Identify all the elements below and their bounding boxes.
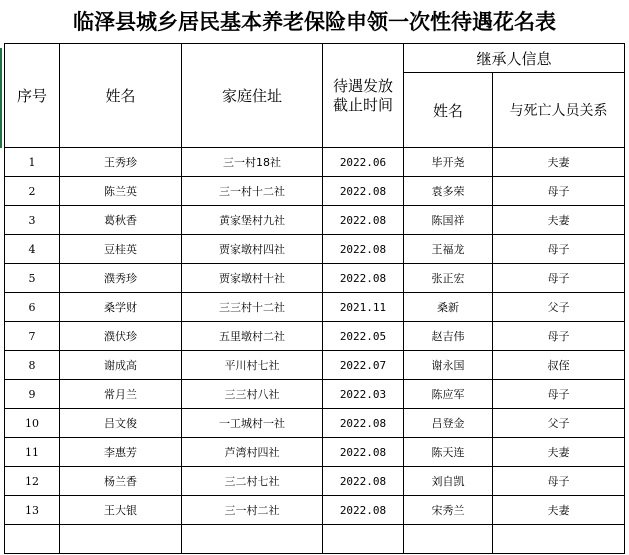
cell-seq[interactable]: 5 — [5, 264, 60, 293]
cell-name[interactable]: 陈兰英 — [60, 177, 182, 206]
cell-seq[interactable]: 13 — [5, 496, 60, 525]
table-row — [5, 467, 625, 496]
cell-name[interactable]: 王大银 — [60, 496, 182, 525]
header-deadline-line2: 截止时间 — [332, 95, 393, 114]
table-row — [5, 409, 625, 438]
cell-deadline[interactable]: 2022.08 — [323, 467, 404, 496]
empty-cell[interactable] — [404, 525, 493, 554]
cell-name[interactable]: 杨兰香 — [60, 467, 182, 496]
cell-name[interactable]: 常月兰 — [60, 380, 182, 409]
cell-deadline[interactable]: 2022.06 — [323, 148, 404, 177]
cell-seq[interactable]: 1 — [5, 148, 60, 177]
header-heir-name[interactable]: 姓名 — [404, 73, 493, 148]
cell-seq[interactable]: 7 — [5, 322, 60, 351]
cell-address[interactable]: 三三村八社 — [182, 380, 323, 409]
cell-name[interactable]: 吕文俊 — [60, 409, 182, 438]
cell-relation[interactable]: 母子 — [493, 235, 625, 264]
cell-address[interactable]: 平川村七社 — [182, 351, 323, 380]
recipient-table — [4, 43, 625, 554]
cell-name[interactable]: 葛秋香 — [60, 206, 182, 235]
table-row — [5, 264, 625, 293]
cell-name[interactable]: 谢成高 — [60, 351, 182, 380]
table-row — [5, 380, 625, 409]
cell-name[interactable]: 李惠芳 — [60, 438, 182, 467]
cell-heir-name[interactable]: 桑新 — [404, 293, 493, 322]
cell-name[interactable]: 濮伏珍 — [60, 322, 182, 351]
cell-relation[interactable]: 夫妻 — [493, 496, 625, 525]
cell-deadline[interactable]: 2022.05 — [323, 322, 404, 351]
page-title: 临泽县城乡居民基本养老保险申领一次性待遇花名表 — [73, 10, 556, 34]
cell-seq[interactable]: 12 — [5, 467, 60, 496]
empty-cell[interactable] — [493, 525, 625, 554]
cell-heir-name[interactable]: 毕开尧 — [404, 148, 493, 177]
cell-deadline[interactable]: 2022.08 — [323, 206, 404, 235]
cell-address[interactable]: 芦湾村四社 — [182, 438, 323, 467]
header-heir-group[interactable]: 继承人信息 — [404, 44, 625, 73]
cell-address[interactable]: 三一村二社 — [182, 496, 323, 525]
table-row — [5, 322, 625, 351]
cell-name[interactable]: 濮秀珍 — [60, 264, 182, 293]
cell-deadline[interactable]: 2022.08 — [323, 264, 404, 293]
cell-relation[interactable]: 母子 — [493, 322, 625, 351]
cell-heir-name[interactable]: 张正宏 — [404, 264, 493, 293]
cell-relation[interactable]: 夫妻 — [493, 148, 625, 177]
cell-seq[interactable]: 10 — [5, 409, 60, 438]
cell-seq[interactable]: 3 — [5, 206, 60, 235]
cell-heir-name[interactable]: 陈天连 — [404, 438, 493, 467]
cell-deadline[interactable]: 2022.08 — [323, 177, 404, 206]
cell-seq[interactable]: 6 — [5, 293, 60, 322]
cell-address[interactable]: 三一村18社 — [182, 148, 323, 177]
cell-relation[interactable]: 母子 — [493, 177, 625, 206]
cell-seq[interactable]: 11 — [5, 438, 60, 467]
cell-address[interactable]: 三一村十二社 — [182, 177, 323, 206]
cell-relation[interactable]: 母子 — [493, 380, 625, 409]
table-row — [5, 293, 625, 322]
cell-heir-name[interactable]: 陈应军 — [404, 380, 493, 409]
header-row-top — [5, 44, 625, 73]
empty-cell[interactable] — [323, 525, 404, 554]
header-address[interactable]: 家庭住址 — [182, 44, 323, 148]
cell-address[interactable]: 贾家墩村十社 — [182, 264, 323, 293]
cell-seq[interactable]: 4 — [5, 235, 60, 264]
cell-deadline[interactable]: 2022.08 — [323, 409, 404, 438]
empty-cell[interactable] — [182, 525, 323, 554]
cell-heir-name[interactable]: 谢永国 — [404, 351, 493, 380]
cell-address[interactable]: 五里墩村二社 — [182, 322, 323, 351]
cell-deadline[interactable]: 2022.08 — [323, 496, 404, 525]
cell-address[interactable]: 三二村七社 — [182, 467, 323, 496]
cell-seq[interactable]: 2 — [5, 177, 60, 206]
cell-deadline[interactable]: 2022.08 — [323, 438, 404, 467]
cell-heir-name[interactable]: 陈国祥 — [404, 206, 493, 235]
cell-relation[interactable]: 夫妻 — [493, 206, 625, 235]
cell-relation[interactable]: 父子 — [493, 293, 625, 322]
cell-heir-name[interactable]: 袁多荣 — [404, 177, 493, 206]
cell-deadline[interactable]: 2022.07 — [323, 351, 404, 380]
header-deadline-line1: 待遇发放 — [332, 76, 393, 95]
empty-cell[interactable] — [5, 525, 60, 554]
table-row — [5, 148, 625, 177]
header-deadline[interactable] — [323, 44, 404, 148]
cell-relation[interactable]: 母子 — [493, 264, 625, 293]
cell-heir-name[interactable]: 吕登金 — [404, 409, 493, 438]
table-row — [5, 351, 625, 380]
cell-heir-name[interactable]: 宋秀兰 — [404, 496, 493, 525]
cell-heir-name[interactable]: 赵吉伟 — [404, 322, 493, 351]
table-row — [5, 438, 625, 467]
cell-relation[interactable]: 夫妻 — [493, 438, 625, 467]
table-row — [5, 235, 625, 264]
cell-name[interactable]: 豆桂英 — [60, 235, 182, 264]
cell-relation[interactable]: 父子 — [493, 409, 625, 438]
cell-address[interactable]: 三三村十二社 — [182, 293, 323, 322]
cell-address[interactable]: 一工城村一社 — [182, 409, 323, 438]
cell-heir-name[interactable]: 王福龙 — [404, 235, 493, 264]
table-body — [5, 44, 625, 554]
cell-deadline[interactable]: 2022.03 — [323, 380, 404, 409]
cell-deadline[interactable]: 2021.11 — [323, 293, 404, 322]
cell-name[interactable]: 桑学财 — [60, 293, 182, 322]
cell-heir-name[interactable]: 刘自凯 — [404, 467, 493, 496]
cell-seq[interactable]: 9 — [5, 380, 60, 409]
header-name[interactable]: 姓名 — [60, 44, 182, 148]
cell-deadline[interactable]: 2022.08 — [323, 235, 404, 264]
selection-edge-marker — [0, 48, 2, 148]
header-relation[interactable]: 与死亡人员关系 — [493, 73, 625, 148]
cell-name[interactable]: 王秀珍 — [60, 148, 182, 177]
cell-seq[interactable]: 8 — [5, 351, 60, 380]
cell-address[interactable]: 黄家堡村九社 — [182, 206, 323, 235]
empty-cell[interactable] — [60, 525, 182, 554]
cell-relation[interactable]: 叔侄 — [493, 351, 625, 380]
empty-table-row — [5, 525, 625, 554]
table-row — [5, 496, 625, 525]
header-seq[interactable]: 序号 — [5, 44, 60, 148]
cell-address[interactable]: 贾家墩村四社 — [182, 235, 323, 264]
table-row — [5, 206, 625, 235]
cell-relation[interactable]: 母子 — [493, 467, 625, 496]
table-row — [5, 177, 625, 206]
